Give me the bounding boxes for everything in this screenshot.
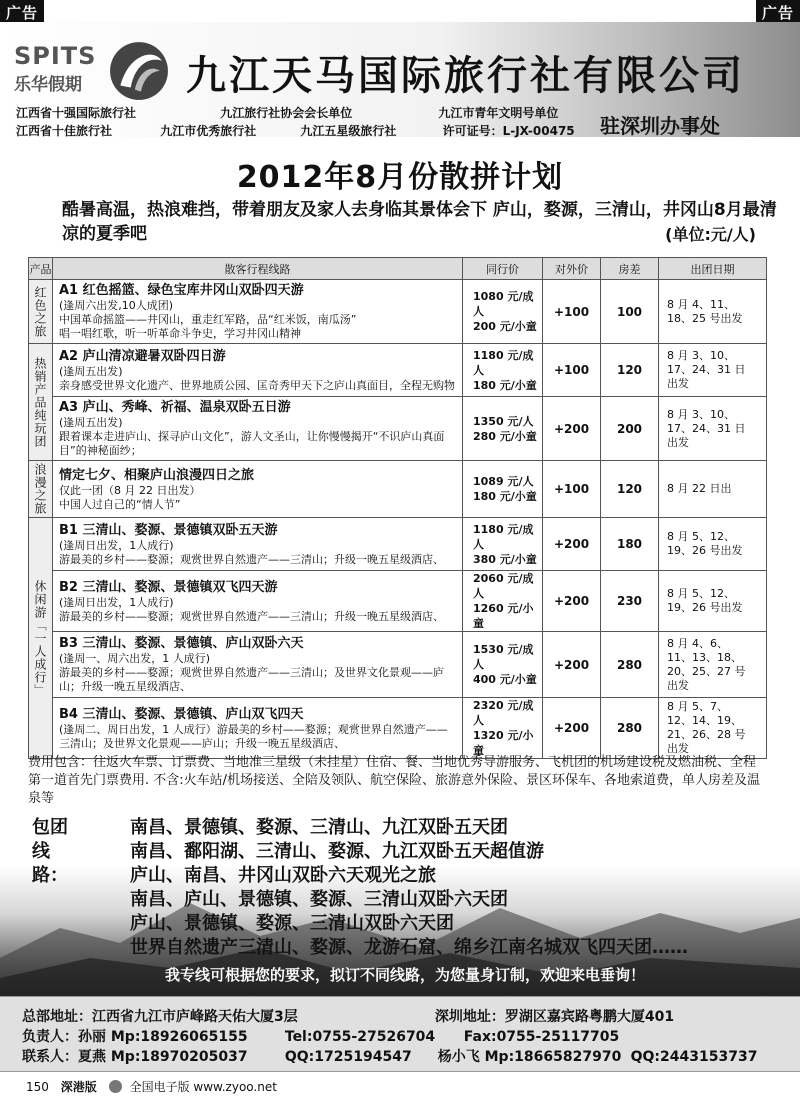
- trade-price-cell: [463, 280, 543, 344]
- child-price: 1260 元/小童: [473, 602, 534, 630]
- company-name: 九江天马国际旅行社有限公司: [186, 53, 745, 99]
- room-diff-cell: 280: [601, 632, 659, 698]
- dates-cell: 8 月 3、10、 17、24、31 日 出发: [659, 397, 767, 461]
- adult-price: 1180 元/成人: [473, 522, 534, 551]
- child-price: 380 元/小童: [473, 552, 537, 566]
- route-description: 仅此一团（8 月 22 日出发） 中国人过自己的“情人节”: [59, 483, 201, 511]
- ad-tag-right: 广告: [756, 0, 800, 25]
- adult-price: 1350 元/人: [473, 414, 534, 428]
- route-description: (逢周六出发,10人成团) 中国革命摇篮——井冈山，重走红军路，品“红米饭，南瓜汤” 唱一唱红歌，听一听革命斗争史，学习井冈山精神: [59, 299, 357, 340]
- external-price-cell: +100: [543, 461, 601, 518]
- shenzhen-address: 深圳地址：罗湖区嘉宾路粤鹏大厦401: [434, 1009, 675, 1025]
- qual-item: 江西省十强国际旅行社: [16, 106, 137, 120]
- page-number: 150: [26, 1080, 49, 1094]
- logo: [14, 42, 104, 95]
- contact-person-2: 杨小飞 Mp:18665827970: [437, 1049, 622, 1065]
- license-number: 许可证号：L-JX-00475: [442, 124, 575, 138]
- col-header: 对外价: [543, 258, 601, 280]
- package-route-item: 南昌、庐山、景德镇、婺源、三清山双卧六天团: [130, 889, 508, 910]
- header-banner: [0, 22, 800, 137]
- category-cell: 热销产品纯玩团: [29, 344, 53, 461]
- package-route-item: 南昌、景德镇、婺源、三清山、九江双卧五天团: [130, 817, 508, 838]
- child-price: 400 元/小童: [473, 673, 537, 686]
- category-cell: 浪漫之旅: [29, 461, 53, 518]
- telephone: Tel:0755-27526704: [284, 1029, 436, 1045]
- room-diff-cell: 100: [601, 280, 659, 344]
- dates-cell: 8 月 3、10、 17、24、31 日 出发: [659, 344, 767, 397]
- package-list: [130, 816, 800, 960]
- qual-item: 九江市优秀旅行社: [160, 124, 257, 138]
- child-price: 180 元/小童: [473, 378, 537, 392]
- price-unit: (单位:元/人): [665, 225, 756, 244]
- qualifications: [16, 104, 575, 140]
- route-cell: [53, 698, 463, 759]
- route-title: B2 三清山、婺源、景德镇双飞四天游: [59, 579, 278, 595]
- category-cell: 休闲游「一人成行」: [29, 518, 53, 759]
- external-price-cell: +200: [543, 632, 601, 698]
- room-diff-cell: 280: [601, 698, 659, 759]
- tour-schedule-table: [28, 257, 767, 759]
- child-price: 200 元/小童: [473, 320, 537, 333]
- fee-description: 费用包含：往返火车票、订票费、当地准三星级（未挂星）住宿、餐、当地优秀导游服务、飞机团的机场建设税及燃油税、全程第一道首先门票费用. 不含:火车站/机场接送、全陪及领队、航空保险、旅游意外保险、景区环保车、各地索道费，单人房差及温泉等: [28, 755, 761, 806]
- trade-price-cell: [463, 632, 543, 698]
- custom-tour-note: 我专线可根据您的要求，拟订不同线路，为您量身订制，欢迎来电垂询！: [164, 966, 645, 984]
- room-diff-cell: 180: [601, 518, 659, 571]
- package-label: 包团线路：: [32, 817, 68, 886]
- table-header-row: [29, 258, 767, 280]
- category-cell: 红色之旅: [29, 280, 53, 344]
- adult-price: 2060 元/成人: [473, 572, 534, 600]
- website: 全国电子版 www.zyoo.net: [129, 1080, 277, 1094]
- route-title: B3 三清山、婺源、景德镇、庐山双卧六天: [59, 636, 304, 651]
- dates-cell: 8 月 4、11、 18、25 号出发: [659, 280, 767, 344]
- col-header: 产品: [29, 258, 53, 280]
- qual-item: 九江市青年文明号单位: [438, 106, 559, 120]
- trade-price-cell: [463, 397, 543, 461]
- trade-price-cell: [463, 698, 543, 759]
- fax: Fax:0755-25117705: [463, 1029, 620, 1045]
- route-cell: [53, 344, 463, 397]
- route-cell: [53, 397, 463, 461]
- adult-price: 1530 元/成人: [473, 643, 534, 671]
- qq-2: QQ:2443153737: [630, 1049, 758, 1065]
- table-row: [29, 632, 767, 698]
- route-description: (逢周日出发，1人成行) 游最美的乡村——婺源；观赏世界自然遗产——三清山；升级一晚五星级酒店、: [59, 595, 444, 623]
- qual-item: 九江旅行社协会会长单位: [220, 106, 353, 120]
- dates-cell: 8 月 4、6、 11、13、18、 20、25、27 号 出发: [659, 632, 767, 698]
- package-route-item: 世界自然遗产三清山、婺源、龙游石窟、绵乡江南名城双飞四天团……: [130, 937, 688, 958]
- shenzhen-office: 驻深圳办事处: [600, 114, 720, 138]
- child-price: 180 元/小童: [473, 490, 537, 503]
- table-row: [29, 698, 767, 759]
- page-footer: [26, 1078, 285, 1095]
- hq-address: 总部地址：江西省九江市庐峰路天佑大厦3层: [22, 1009, 298, 1025]
- table-row: [29, 344, 767, 397]
- route-title: 情定七夕、相聚庐山浪漫四日之旅: [59, 467, 255, 483]
- trade-price-cell: [463, 344, 543, 397]
- external-price-cell: +200: [543, 571, 601, 632]
- trade-price-cell: [463, 461, 543, 518]
- table-row: [29, 518, 767, 571]
- route-cell: [53, 571, 463, 632]
- adult-price: 1080 元/成人: [473, 290, 534, 318]
- route-title: A1 红色摇篮、绿色宝库井冈山双卧四天游: [59, 283, 304, 298]
- adult-price: 1180 元/成人: [473, 348, 534, 377]
- dates-cell: 8 月 5、7、 12、14、19、 21、26、28 号 出发: [659, 698, 767, 759]
- dates-cell: 8 月 22 日出: [659, 461, 767, 518]
- ad-tag-left: 广告: [0, 0, 44, 25]
- intro-text: 酷暑高温，热浪难挡，带着朋友及家人去身临其景体会下 庐山，婺源，三清山，井冈山8月最清凉的夏季吧: [62, 200, 777, 244]
- route-cell: [53, 280, 463, 344]
- horse-logo-icon: [108, 40, 170, 102]
- logo-en: SPITS: [14, 42, 97, 70]
- external-price-cell: +200: [543, 397, 601, 461]
- room-diff-cell: 200: [601, 397, 659, 461]
- contact-person-1: 联系人：夏燕 Mp:18970205037: [22, 1049, 248, 1065]
- child-price: 280 元/小童: [473, 429, 537, 443]
- col-header: 同行价: [463, 258, 543, 280]
- route-title: B4 三清山、婺源、景德镇、庐山双飞四天: [59, 706, 304, 722]
- route-title: A3 庐山、秀峰、祈福、温泉双卧五日游: [59, 400, 291, 415]
- table-row: [29, 571, 767, 632]
- route-title: A2 庐山清凉避暑双卧四日游: [59, 348, 226, 364]
- qq-1: QQ:1725194547: [284, 1049, 412, 1065]
- route-title: B1 三清山、婺源、景德镇双卧五天游: [59, 522, 278, 538]
- dates-cell: 8 月 5、12、 19、26 号出发: [659, 518, 767, 571]
- route-cell: [53, 461, 463, 518]
- room-diff-cell: 120: [601, 461, 659, 518]
- col-header: 出团日期: [659, 258, 767, 280]
- table-row: [29, 280, 767, 344]
- route-description: (逢周一、周六出发，1 人成行) 游最美的乡村——婺源；观赏世界自然遗产——三清山；及世界文化景观——庐山；升级一晚五星级酒店、: [59, 652, 444, 693]
- table-row: [29, 397, 767, 461]
- route-description: (逢周日出发，1人成行) 游最美的乡村——婺源；观赏世界自然遗产——三清山；升级一晚五星级酒店、: [59, 538, 444, 566]
- route-description: (逢周五出发) 跟着课本走进庐山、探寻庐山文化”，游人文圣山，让你慢慢揭开“不识庐山真面目”的神秘面纱；: [59, 416, 445, 457]
- logo-cn: 乐华假期: [14, 75, 82, 95]
- globe-icon: [109, 1080, 122, 1093]
- trade-price-cell: [463, 518, 543, 571]
- table-row: [29, 461, 767, 518]
- child-price: 1320 元/小童: [473, 729, 534, 757]
- package-route-item: 庐山、南昌、井冈山双卧六天观光之旅: [130, 865, 436, 886]
- external-price-cell: +200: [543, 698, 601, 759]
- package-route-item: 南昌、鄱阳湖、三清山、婺源、九江双卧五天超值游: [130, 841, 544, 862]
- manager-contact: 负责人：孙丽 Mp:18926065155: [22, 1029, 248, 1045]
- col-header: 散客行程线路: [53, 258, 463, 280]
- qual-item: 九江五星级旅行社: [300, 124, 397, 138]
- route-description: (逢周二、周日出发，1 人成行）游最美的乡村——婺源；观赏世界自然遗产——三清山；及世界文化景观——庐山；升级一晚五星级酒店、: [59, 722, 448, 750]
- adult-price: 2320 元/成人: [473, 699, 534, 727]
- qual-item: 江西省十佳旅行社: [16, 124, 113, 138]
- edition-label: 深港版: [60, 1080, 97, 1094]
- dates-cell: 8 月 5、12、 19、26 号出发: [659, 571, 767, 632]
- route-cell: [53, 518, 463, 571]
- external-price-cell: +100: [543, 344, 601, 397]
- contact-panel: [0, 996, 800, 1072]
- col-header: 房差: [601, 258, 659, 280]
- route-description: (逢周五出发) 亲身感受世界文化遗产、世界地质公园、匡奇秀甲天下之庐山真面目，全程无购物: [59, 364, 455, 392]
- room-diff-cell: 230: [601, 571, 659, 632]
- package-route-item: 庐山、景德镇、婺源、三清山双卧六天团: [130, 913, 454, 934]
- trade-price-cell: [463, 571, 543, 632]
- route-cell: [53, 632, 463, 698]
- room-diff-cell: 120: [601, 344, 659, 397]
- external-price-cell: +100: [543, 280, 601, 344]
- adult-price: 1089 元/人: [473, 475, 534, 488]
- external-price-cell: +200: [543, 518, 601, 571]
- page-title: 2012年8月份散拼计划: [236, 160, 564, 195]
